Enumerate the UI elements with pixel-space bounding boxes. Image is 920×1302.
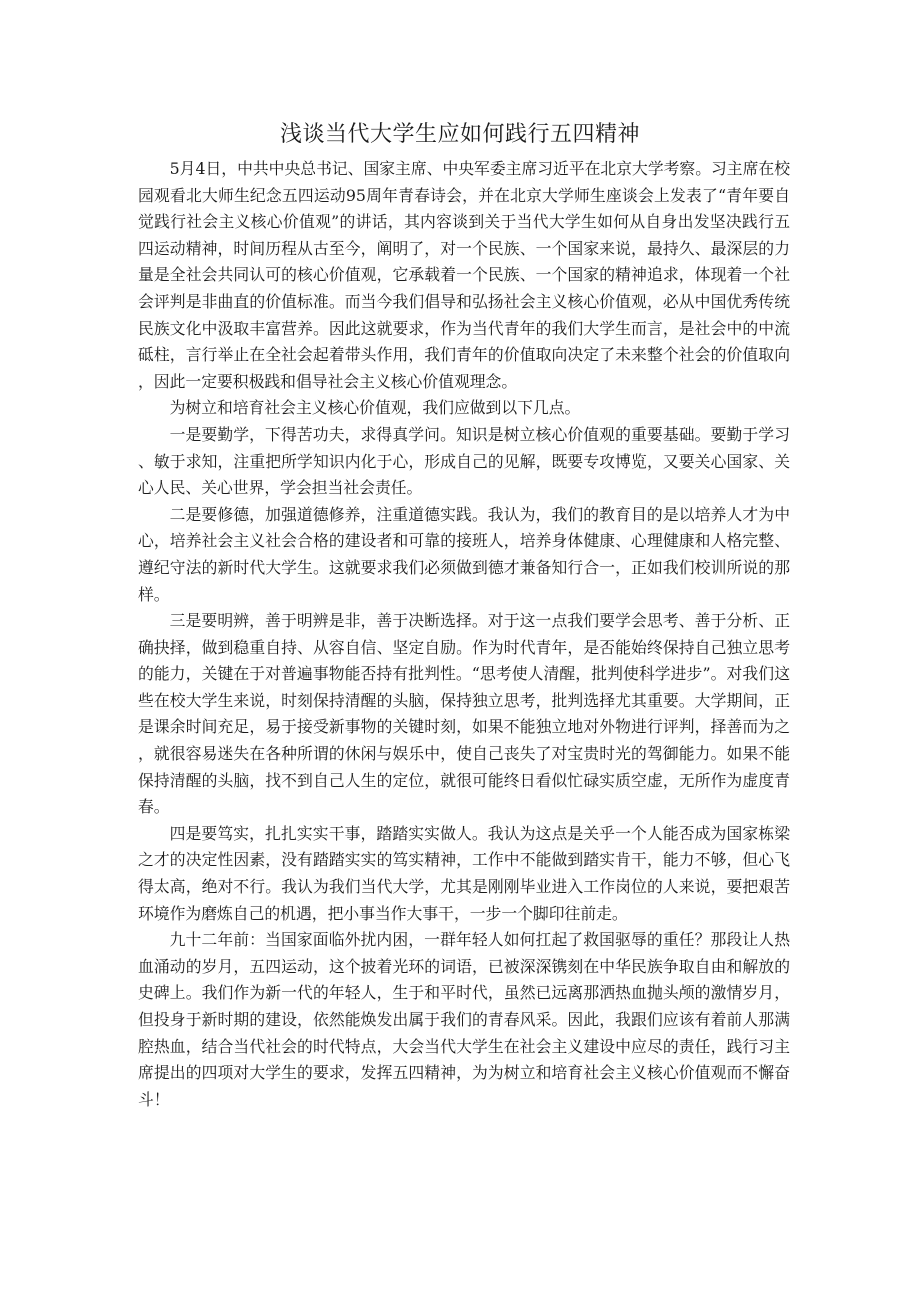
paragraph-points-lead: 为树立和培育社会主义核心价值观，我们应做到以下几点。	[169, 398, 581, 418]
paragraph-point-sincerity: 四是要笃实，扎扎实实干事，踏踏实实做人。我认为这点是关乎一个人能否成为国家栋梁之才的决定性因素，没有踏踏实实的笃实精神，工作中不能做到踏实肯干，能力不够，但心飞得太高，绝对不行。我认为我们当代大学，尤其是刚刚毕业进入工作岗位的人来说，要把艰苦环境作为磨炼自己的机遇，把小事当作大事干，一步一个脚印往前走。	[138, 823, 790, 923]
paragraph-point-diligence: 一是要勤学，下得苦功夫，求得真学问。知识是树立核心价值观的重要基础。要勤于学习、敏于求知，注重把所学知识内化于心，形成自己的见解，既要专攻博览，又要关心国家、关心人民、关心世界，学会担当社会责任。	[138, 424, 790, 498]
paragraph-intro: 5月4日，中共中央总书记、国家主席、中央军委主席习近平在北京大学考察。习主席在校园观看北大师生纪念五四运动95周年青春诗会，并在北京大学师生座谈会上发表了“青年要自觉践行社会主义核心价值观”的讲话，其内容谈到关于当代大学生如何从自身出发坚决践行五四运动精神，时间历程从古至今，阐明了，对一个民族、一个国家来说，最持久、最深层的力量是全社会共同认可的核心价值观，它承载着一个民族、一个国家的精神追求，体现着一个社会评判是非曲直的价值标准。而当今我们倡导和弘扬社会主义核心价值观，必从中国优秀传统民族文化中汲取丰富营养。因此这就要求，作为当代青年的我们大学生而言，是社会中的中流砥柱，言行举止在全社会起着带头作用，我们青年的价值取向决定了未来整个社会的价值取向，因此一定要积极践和倡导社会主义核心价值观理念。	[138, 159, 790, 391]
paragraph-point-discernment: 三是要明辨，善于明辨是非，善于决断选择。对于这一点我们要学会思考、善于分析、正确抉择，做到稳重自持、从容自信、坚定自励。作为时代青年，是否能始终保持自己独立思考的能力，关键在于对普遍事物能否持有批判性。“思考使人清醒，批判使科学进步”。对我们这些在校大学生来说，时刻保持清醒的头脑，保持独立思考，批判选择尤其重要。大学期间，正是课余时间充足，易于接受新事物的关键时刻，如果不能独立地对外物进行评判，择善而为之，就很容易迷失在各种所谓的休闲与娱乐中，使自己丧失了对宝贵时光的驾御能力。如果不能保持清醒的头脑，找不到自己人生的定位，就很可能终日看似忙碌实质空虚，无所作为虚度青春。	[138, 611, 790, 817]
document-body	[138, 156, 790, 1113]
paragraph-point-virtue: 二是要修德，加强道德修养，注重道德实践。我认为，我们的教育目的是以培养人才为中心，培养社会主义社会合格的建设者和可靠的接班人，培养身体健康、心理健康和人格完整、遵纪守法的新时代大学生。这就要求我们必须做到德才兼备知行合一，正如我们校训所说的那样。	[138, 504, 790, 604]
paragraph-conclusion: 九十二年前：当国家面临外扰内困，一群年轻人如何扛起了救国驱辱的重任？那段让人热血涌动的岁月，五四运动，这个披着光环的词语，已被深深镌刻在中华民族争取自由和解放的史碑上。我们作为新一代的年轻人，生于和平时代，虽然已远离那洒热血抛头颅的激情岁月，但投身于新时期的建设，依然能焕发出属于我们的青春风采。因此，我跟们应该有着前人那满腔热血，结合当代社会的时代特点，大会当代大学生在社会主义建设中应尽的责任，践行习主席提出的四项对大学生的要求，发挥五四精神，为为树立和培育社会主义核心价值观而不懈奋斗！	[138, 930, 790, 1109]
document-title: 浅谈当代大学生应如何践行五四精神	[279, 122, 640, 147]
